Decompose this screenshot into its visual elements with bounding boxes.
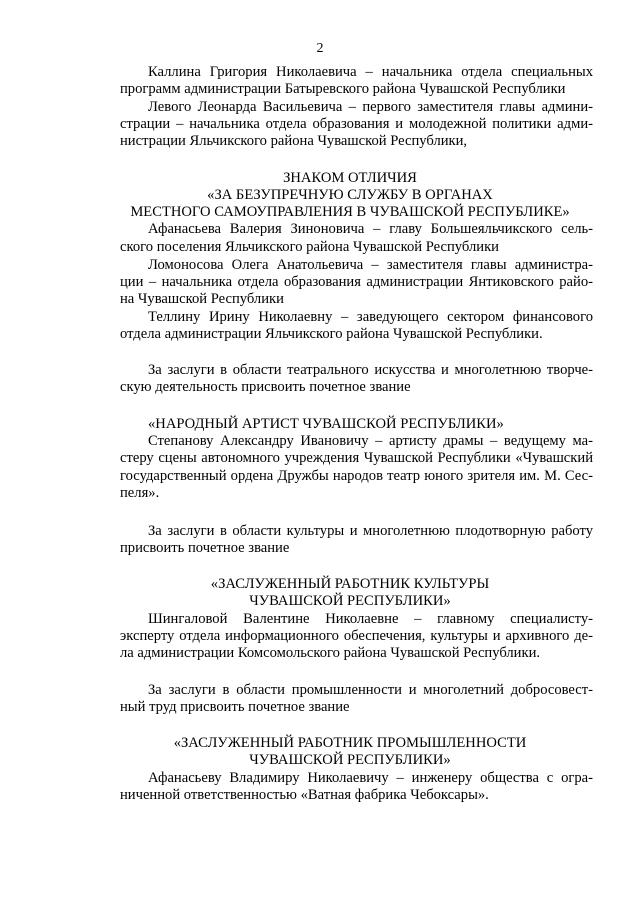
page-number: 2	[316, 41, 324, 56]
paragraph-line: Каллина Григория Николаевича – начальника отдела специальных	[148, 64, 593, 80]
section-heading: «ЗАСЛУЖЕННЫЙ РАБОТНИК ПРОМЫШЛЕННОСТИ	[173, 735, 527, 751]
paragraph-line: Левого Леонарда Васильевича – первого заместителя главы админи-	[148, 99, 593, 115]
paragraph-line: Ломоносова Олега Анатольевича – заместителя главы администра-	[148, 257, 593, 273]
paragraph-line: ный труд присвоить почетное звание	[120, 699, 350, 715]
paragraph-line: на Чувашской Республики	[120, 291, 284, 307]
paragraph-line: отдела администрации Яльчикского района Чувашской Республики.	[120, 326, 543, 342]
paragraph-line: Степанову Александру Ивановичу – артисту драмы – ведущему ма-	[148, 433, 593, 449]
section-heading: ЗНАКОМ ОТЛИЧИЯ	[283, 170, 417, 186]
section-heading: МЕСТНОГО САМОУПРАВЛЕНИЯ В ЧУВАШСКОЙ РЕСПУБЛИКЕ»	[130, 204, 570, 220]
section-heading: «НАРОДНЫЙ АРТИСТ ЧУВАШСКОЙ РЕСПУБЛИКИ»	[148, 416, 504, 432]
section-heading: ЧУВАШСКОЙ РЕСПУБЛИКИ»	[249, 593, 451, 609]
paragraph-line: пеля».	[120, 485, 160, 501]
paragraph-line: За заслуги в области культуры и многолетнюю плодотворную работу	[148, 523, 593, 539]
paragraph-line: Теллину Ирину Николаевну – заведующего сектором финансового	[148, 309, 593, 325]
paragraph-line: скую деятельность присвоить почетное звание	[120, 379, 411, 395]
section-heading: «ЗАСЛУЖЕННЫЙ РАБОТНИК КУЛЬТУРЫ	[210, 576, 490, 592]
paragraph-line: эксперту отдела информационного обеспечения, культуры и архивного де-	[120, 628, 593, 644]
paragraph-line: Афанасьеву Владимиру Николаевичу – инженеру общества с огра-	[148, 770, 593, 786]
paragraph-line: государственный ордена Дружбы народов театр юного зрителя им. М. Сес-	[120, 468, 593, 484]
paragraph-line: За заслуги в области театрального искусства и многолетнюю творче-	[148, 362, 593, 378]
paragraph-line: программ администрации Батыревского района Чувашской Республики	[120, 81, 566, 97]
paragraph-line: ского поселения Яльчикского района Чувашской Республики	[120, 239, 499, 255]
paragraph-line: стеру сцены автономного учреждения Чувашской Республики «Чувашский	[120, 450, 593, 466]
section-heading: «ЗА БЕЗУПРЕЧНУЮ СЛУЖБУ В ОРГАНАХ	[207, 187, 493, 203]
paragraph-line: ниченной ответственностью «Ватная фабрика Чебоксары».	[120, 787, 489, 803]
paragraph-line: Шингаловой Валентине Николаевне – главному специалисту-	[148, 611, 593, 627]
paragraph-line: ла администрации Комсомольского района Чувашской Республики.	[120, 645, 541, 661]
paragraph-line: присвоить почетное звание	[120, 540, 290, 556]
paragraph-line: Афанасьева Валерия Зиноновича – главу Большеяльчикского сель-	[148, 221, 593, 237]
paragraph-line: нистрации Яльчикского района Чувашской Республики,	[120, 133, 468, 149]
paragraph-line: страции – начальника отдела образования и молодежной политики адми-	[120, 116, 593, 132]
section-heading: ЧУВАШСКОЙ РЕСПУБЛИКИ»	[249, 752, 451, 768]
paragraph-line: За заслуги в области промышленности и многолетний добросовест-	[148, 682, 593, 698]
paragraph-line: ции – начальника отдела образования администрации Янтиковского райо-	[120, 274, 593, 290]
